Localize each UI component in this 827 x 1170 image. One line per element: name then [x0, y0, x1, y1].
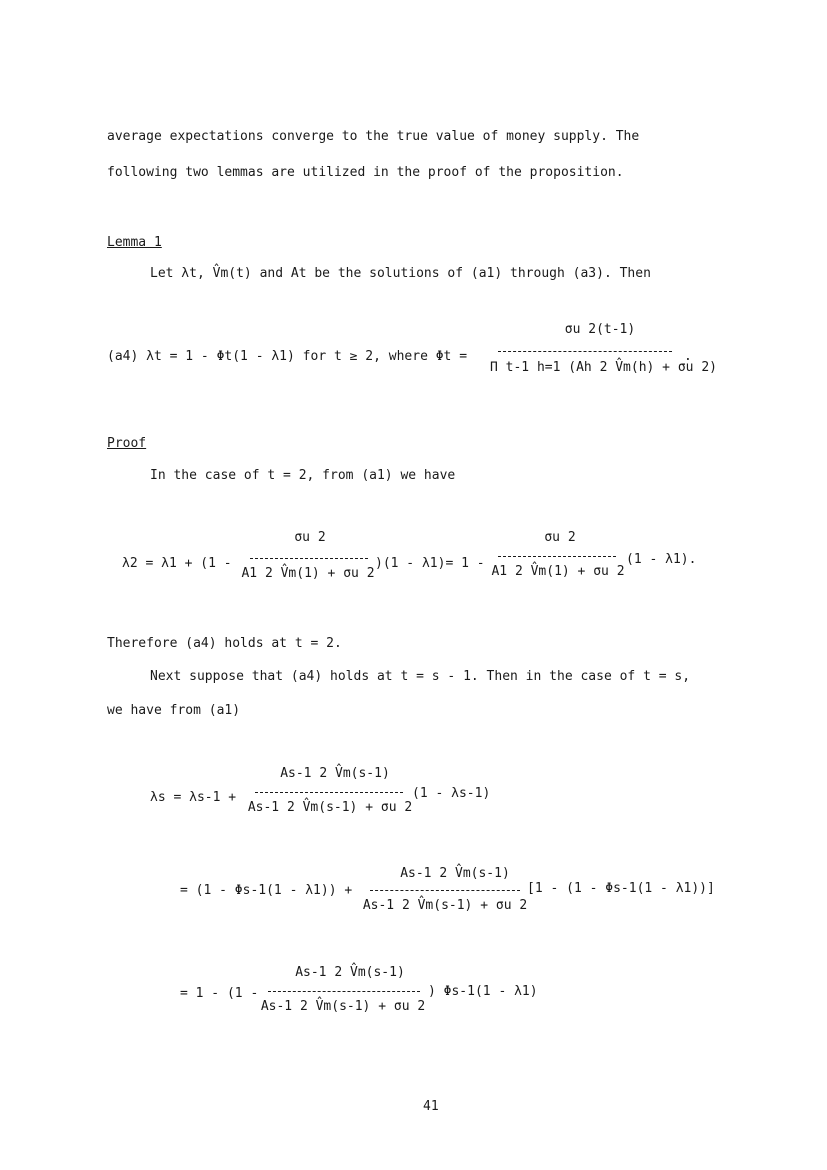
equation-step3-lhs: = 1 - (1 -	[180, 986, 259, 1001]
equation-lambda2-numerator-2: σu 2	[544, 530, 576, 545]
equation-step2-lhs: = (1 - Φs-1(1 - λ1)) +	[180, 883, 353, 898]
page-number: 41	[423, 1099, 439, 1114]
equation-step2-end: [1 - (1 - Φs-1(1 - λ1))]	[527, 881, 715, 896]
fraction-bar	[255, 792, 403, 793]
equation-step3-numerator: As-1 2 V̂m(s-1)	[295, 965, 405, 980]
equation-step3-denominator: As-1 2 V̂m(s-1) + σu 2	[260, 999, 426, 1014]
paragraph-line: we have from (a1)	[107, 703, 241, 718]
fraction-bar	[498, 556, 616, 557]
fraction-bar	[250, 558, 368, 559]
equation-lambda2-middle: )(1 - λ1)= 1 -	[375, 556, 485, 571]
equation-a4-lhs: (a4) λt = 1 - Φt(1 - λ1) for t ≥ 2, where Φt =	[107, 349, 468, 364]
equation-lambda2-denominator-1: A1 2 V̂m(1) + σu 2	[241, 566, 375, 581]
paragraph-line: following two lemmas are utilized in the proof of the proposition.	[107, 165, 624, 180]
equation-lambda2-numerator-1: σu 2	[294, 530, 326, 545]
equation-lambda2-end: (1 - λ1).	[626, 552, 697, 567]
equation-step3-end: ) Φs-1(1 - λ1)	[428, 984, 538, 999]
lemma-heading: Lemma 1	[107, 235, 162, 250]
equation-a4-denominator: Π t-1 h=1 (Ah 2 V̂m(h) + σu 2)	[490, 360, 717, 375]
equation-lambda-s-numerator: As-1 2 V̂m(s-1)	[280, 766, 390, 781]
equation-lambda-s-denominator: As-1 2 V̂m(s-1) + σu 2	[247, 800, 413, 815]
fraction-bar	[370, 890, 520, 891]
paragraph-line: Next suppose that (a4) holds at t = s - 1. Then in the case of t = s,	[150, 669, 691, 684]
equation-lambda-s-lhs: λs = λs-1 +	[150, 790, 237, 805]
proof-heading: Proof	[107, 436, 147, 451]
equation-lambda2-denominator-2: A1 2 V̂m(1) + σu 2	[491, 564, 625, 579]
equation-step2-denominator: As-1 2 V̂m(s-1) + σu 2	[362, 898, 528, 913]
equation-step2-numerator: As-1 2 V̂m(s-1)	[400, 866, 510, 881]
paragraph-line: Therefore (a4) holds at t = 2.	[107, 636, 342, 651]
proof-line: In the case of t = 2, from (a1) we have	[150, 468, 456, 483]
equation-lambda2-lhs: λ2 = λ1 + (1 -	[122, 556, 232, 571]
equation-lambda-s-end: (1 - λs-1)	[412, 786, 491, 801]
equation-a4-period: .	[684, 349, 692, 364]
lemma-statement: Let λt, V̂m(t) and At be the solutions of (a1) through (a3). Then	[150, 266, 651, 281]
paragraph-line: average expectations converge to the true value of money supply. The	[107, 129, 640, 144]
fraction-bar	[268, 991, 420, 992]
fraction-bar	[498, 351, 672, 352]
equation-a4-numerator: σu 2(t-1)	[564, 322, 636, 337]
